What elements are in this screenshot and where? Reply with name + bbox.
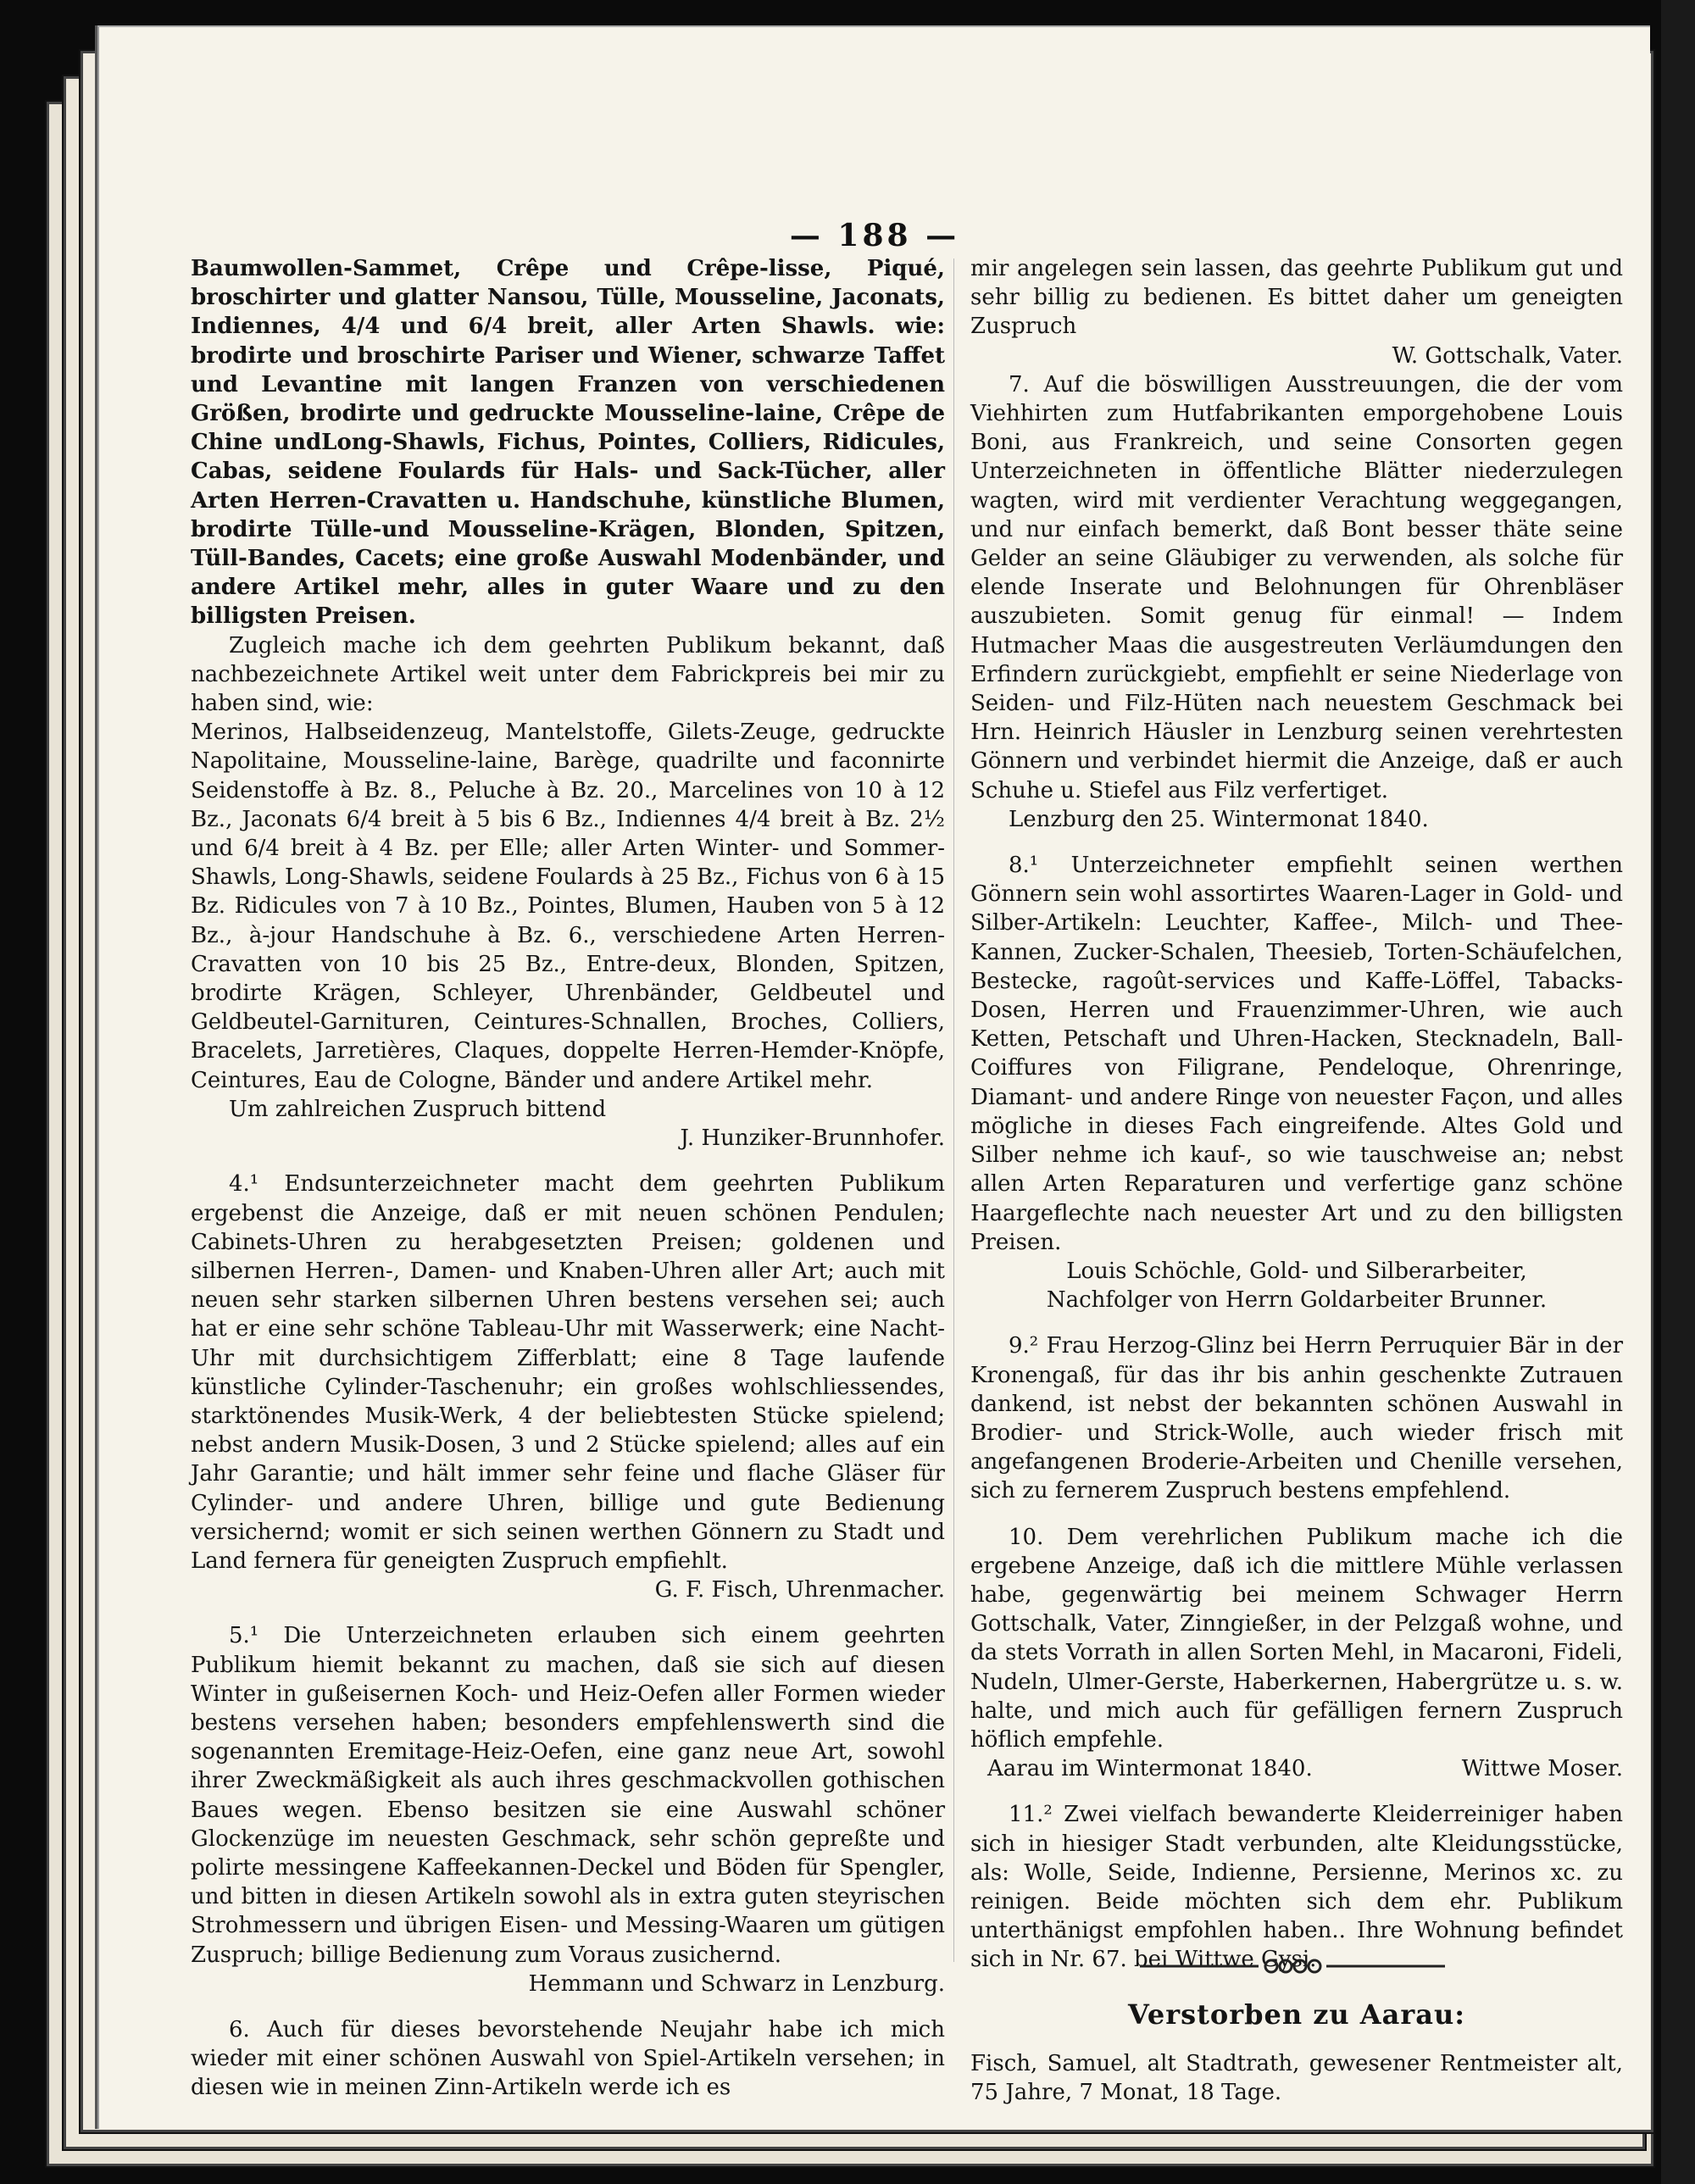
death-entry: Fisch, Samuel, alt Stadtrath, gewesener Rentmeister alt, 75 Jahre, 7 Monat, 18 Tage. [970,2050,1623,2105]
ornament-ring-4 [1309,1960,1320,1972]
ad-6-text: 6. Auch für dieses bevorstehende Neujahr habe ich mich wieder mit einer schönen Auswahl von Spiel-Artikeln versehen; in diesen wie in meinen Zinn-Artikeln werde ich es [191,2016,945,2101]
ad-5-text: 5.¹ Die Unterzeichneten erlauben sich einem geehrten Publikum hiemit bekannt zu machen, daß sie sich auf diesen Winter in gußeisernen Koch- und Heiz-Oefen aller Formen wieder bestens versehen haben; besonders empfehlenswerth sind die sogenannten Eremitage-Heiz-Oefen, eine ganz neue Art, sowohl ihrer Zweckmäßigkeit als auch ihres geschmackvollen gothischen Baues wegen. Ebenso besitzen sie eine Auswahl schöner Glockenzüge im neuesten Geschmack, sehr schön gepreßte und polirte messingene Kaffeekannen-Deckel und Böden für Spengler, und bitten in diesen Artikeln sowohl als in extra guten steyrischen Strohmessern und übrigen Eisen- und Messing-Waaren um gütigen Zuspruch; billige Bedienung zum Voraus zusichernd. [191,1623,945,1968]
right-column [970,254,1623,2107]
page-number: — 188 — [789,218,960,253]
ad-11-text: 11.² Zwei vielfach bewanderte Kleiderreiniger haben sich in hiesiger Stadt verbunden, alte Kleidungsstücke, als: Wolle, Seide, Indienne, Persienne, Merinos xc. zu reinigen. Beide möchten sich dem ehr. Publikum unterthänigst empfohlen haben.. Ihre Wohnung befindet sich in Nr. 67. bei Wittwe Gysi. [970,1802,1623,1973]
ad-9-text: 9.² Frau Herzog-Glinz bei Herrn Perruquier Bär in der Kronengaß, für das ihr bis anhin geschenkte Zutrauen dankend, ist nebst der bekannten schönen Auswahl in Brodier- und Strick-Wolle, auch wieder frisch mit angefangenen Broderie-Arbeiten und Chenille versehen, sich zu fernerem Zuspruch bestens empfehlend. [970,1333,1623,1504]
ad-5-signature: Hemmann und Schwarz in Lenzburg. [528,1970,945,1997]
ornament-ring-2 [1280,1960,1292,1972]
ad-10-date: Aarau im Wintermonat 1840. [987,1756,1313,1782]
ad-3-signature: J. Hunziker-Brunnhofer. [680,1125,945,1152]
ad-10-text: 10. Dem verehrlichen Publikum mache ich die ergebene Anzeige, daß ich die mittlere Mühle verlassen habe, gegenwärtig bei meinem Schwager Herrn Gottschalk, Vater, Zinngießer, in der Pelzgaß wohne, und da stets Vorrath in allen Sorten Mehl, in Macaroni, Fideli, Nudeln, Ulmer-Gerste, Haberkernen, Habergrütze u. s. w. halte, und mich auch für gefälligen fernern Zuspruch höflich empfehle. [970,1524,1623,1753]
ad-10-signature: Wittwe Moser. [1461,1756,1623,1782]
ornament-ring-1 [1265,1960,1277,1972]
deaths-heading: Verstorben zu Aarau: [1127,1998,1466,2031]
ornament-divider [1140,1953,1445,1979]
ad-6-continued: mir angelegen sein lassen, das geehrte Publikum gut und sehr billig zu bedienen. Es bittet daher um geneigten Zuspruch [970,256,1623,340]
ad-3-text: Baumwollen-Sammet, Crêpe und Crêpe-lisse, Piqué, broschirter und glatter Nansou, Tülle, Mousseline, Jaconats, Indiennes, 4/4 und 6/4 breit, aller Arten Shawls. wie: brodirte und broschirte Pariser und Wiener, schwarze Taffet und Levantine mit langen Franzen von verschiedenen Größen, brodirte und gedruckte Mousseline-laine, Crêpe de Chine undLong-Shawls, Fichus, Pointes, Colliers, Ridicules, Cabas, seidene Foulards für Hals- und Sack-Tücher, aller Arten Herren-Cravatten u. Handschuhe, künstliche Blumen, brodirte Tülle-und Mousseline-Krägen, Blonden, Spitzen, Tüll-Bandes, Cacets; eine große Auswahl Modenbänder, und andere Artikel mehr, alles in guter Waare und zu den billigsten Preisen. [191,256,945,630]
left-column [191,254,945,2103]
ad-7-date: Lenzburg den 25. Wintermonat 1840. [1009,806,1429,832]
ad-3-text-2: Zugleich mache ich dem geehrten Publikum bekannt, daß nachbezeichnete Artikel weit unter dem Fabrickpreis bei mir zu haben sind, wie: [191,632,945,717]
ad-6-signature: W. Gottschalk, Vater. [1392,342,1623,369]
column-divider [953,258,954,1962]
ad-8-signature-2: Nachfolger von Herrn Goldarbeiter Brunner. [1046,1287,1548,1314]
ad-7-text: 7. Auf die böswilligen Ausstreuungen, die der vom Viehhirten zum Hutfabrikanten emporgehobene Louis Boni, aus Frankreich, und seine Consorten gegen Unterzeichneten in öffentliche Blätter niederzulegen wagten, wird mit verdienter Verachtung weggegangen, und nur einfach bemerkt, daß Bont besser thäte seine Gelder an seine Gläubiger zu verwenden, als solche für elende Inserate und Belohnungen für Ohrenbläser auszubieten. Somit genug für einmal! — Indem Hutmacher Maas die ausgestreuten Verläumdungen den Erfindern zurückgiebt, empfiehlt er seine Niederlage von Seiden- und Filz-Hüten nach neuestem Geschmack bei Hrn. Heinrich Häusler in Lenzburg seinen verehrtesten Gönnern und verbindet hiermit die Anzeige, daß er auch Schuhe u. Stiefel aus Filz verfertiget. [970,371,1623,803]
ad-4-signature: G. F. Fisch, Uhrenmacher. [654,1577,945,1603]
ad-8-signature-1: Louis Schöchle, Gold- und Silberarbeiter, [1066,1258,1527,1284]
background-edge [1661,0,1695,2184]
ad-4-text: 4.¹ Endsunterzeichneter macht dem geehrten Publikum ergebenst die Anzeige, daß er mit neuen schönen Pendulen; Cabinets-Uhren zu herabgesetzten Preisen; goldenen und silbernen Herren-, Damen- und Knaben-Uhren aller Art; auch mit neuen sehr starken silbernen Uhren bestens versehen sei; auch hat er eine sehr schöne Tableau-Uhr mit Wasserwerk; eine Nacht-Uhr mit durchsichtigem Zifferblatt; eine 8 Tage laufende künstliche Cylinder-Taschenuhr; ein großes wohlschliessendes, starktönendes Musik-Werk, 4 der beliebtesten Stücke spielend; nebst andern Musik-Dosen, 3 und 2 Stücke spielend; alles auf ein Jahr Garantie; und hält immer sehr feine und flache Gläser für Cylinder- und andere Uhren, billige und gute Bedienung versichernd; womit er sich seinen werthen Gönnern zu Stadt und Land fernera für geneigten Zuspruch empfiehlt. [191,1171,945,1574]
ad-3-text-3: Merinos, Halbseidenzeug, Mantelstoffe, Gilets-Zeuge, gedruckte Napolitaine, Mousseline-laine, Barège, quadrilte und faconnirte Seidenstoffe à Bz. 8., Peluche à Bz. 20., Marcelines von 10 à 12 Bz., Jaconats 6/4 breit à 5 bis 6 Bz., Indiennes 4/4 breit à Bz. 2½ und 6/4 breit à 4 Bz. per Elle; aller Arten Winter- und Sommer-Shawls, Long-Shawls, seidene Foulards à 25 Bz., Fichus von 6 à 15 Bz. Ridicules von 7 à 10 Bz., Pointes, Blumen, Hauben von 5 à 12 Bz., à-jour Handschuhe à Bz. 6., verschiedene Arten Herren-Cravatten von 10 bis 25 Bz., Entre-deux, Blonden, Spitzen, brodirte Krägen, Schleyer, Uhrenbänder, Geldbeutel und Geldbeutel-Garnituren, Ceintures-Schnallen, Broches, Colliers, Bracelets, Jarretières, Claques, doppelte Herren-Hemder-Knöpfe, Ceintures, Eau de Cologne, Bänder und andere Artikel mehr. [191,720,945,1093]
ornament-ring-3 [1294,1960,1306,1972]
ad-10-footer [970,1754,1623,1783]
ad-3-closing: Um zahlreichen Zuspruch bittend [229,1096,607,1122]
ad-8-text: 8.¹ Unterzeichneter empfiehlt seinen werthen Gönnern sein wohl assortirtes Waaren-Lager in Gold- und Silber-Artikeln: Leuchter, Kaffee-, Milch- und Thee-Kannen, Zucker-Schalen, Theesieb, Torten-Schäufelchen, Bestecke, ragoût-services und Kaffe-Löffel, Tabacks-Dosen, Herren und Frauenzimmer-Uhren, wie auch Ketten, Petschaft und Uhren-Hacken, Stecknadeln, Ball-Coiffures von Filigrane, Pendeloque, Ohrenringe, Diamant- und andere Ringe von neuester Façon, und alles mögliche in dieses Fach eingreifende. Altes Gold und Silber nehme ich kauf-, so wie tauschweise an; nebst allen Arten Reparaturen und verfertige ganz schöne Haargeflechte nach neuester Art und zu den billigsten Preisen. [970,853,1623,1255]
